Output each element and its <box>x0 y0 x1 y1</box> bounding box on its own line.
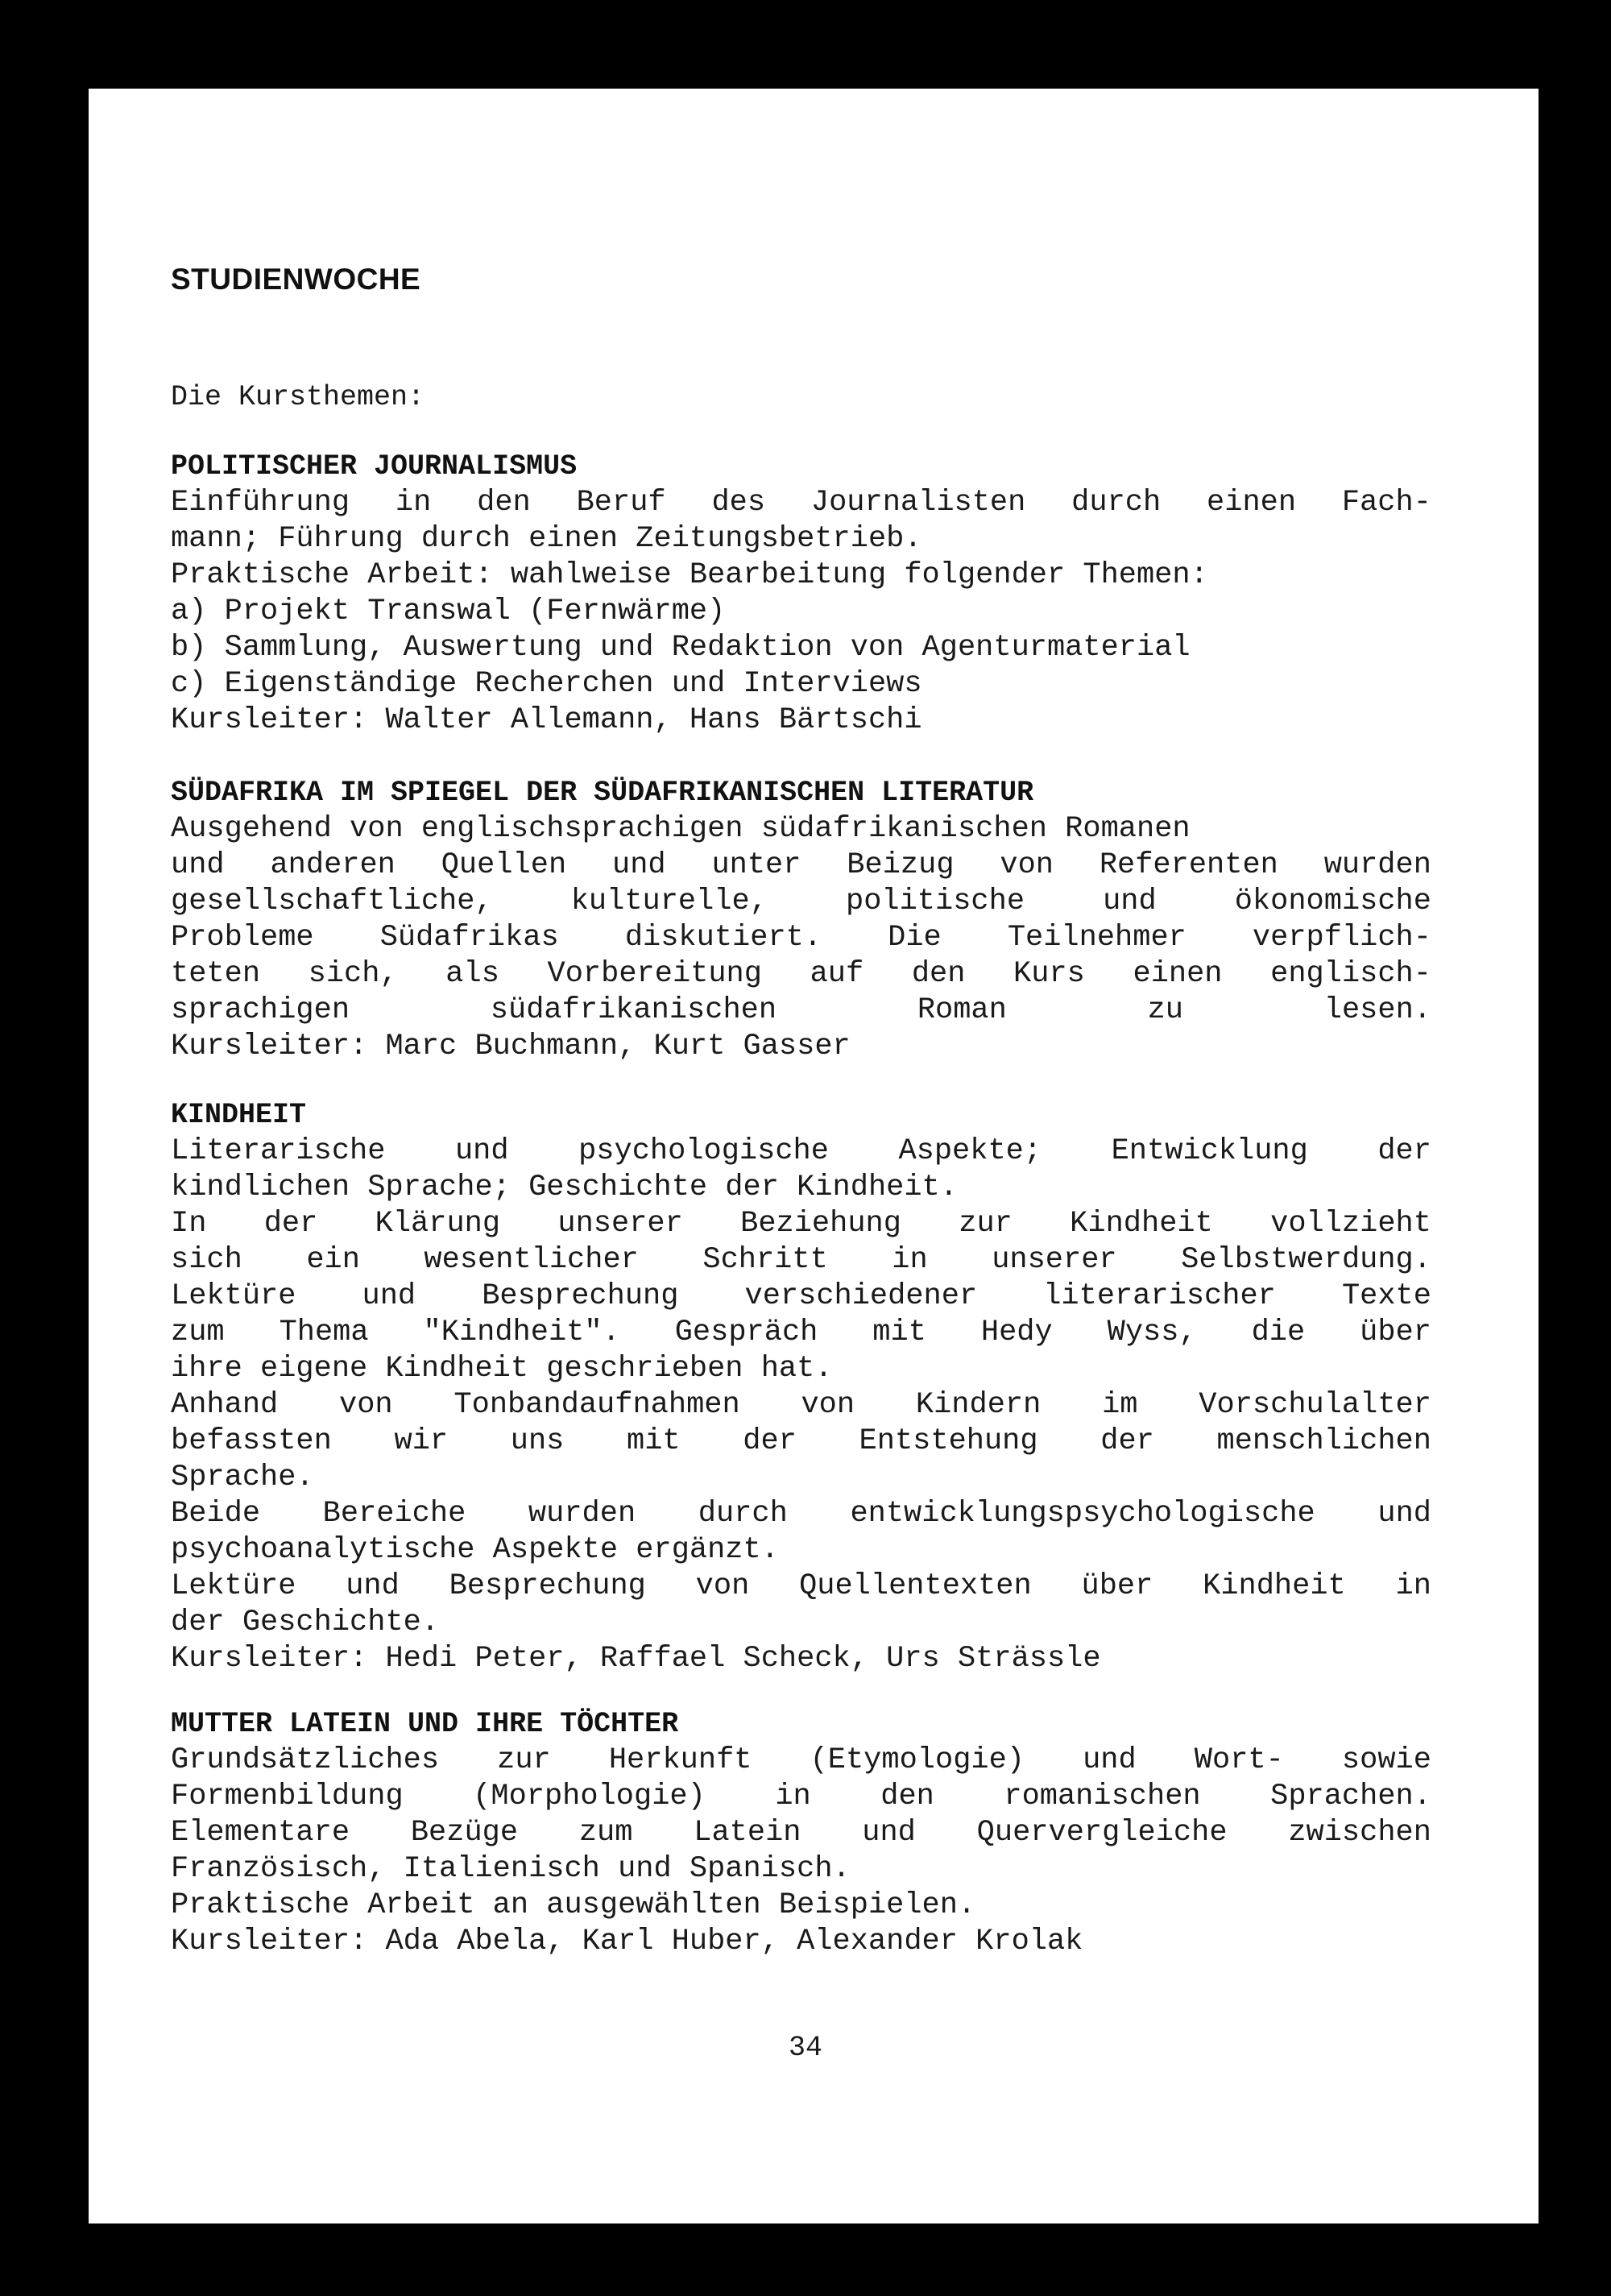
section-line: Probleme Südafrikas diskutiert. Die Teilnehmer verpflich- <box>171 921 1431 955</box>
course-section-kindheit <box>171 1097 1431 1677</box>
section-line: Französisch, Italienisch und Spanisch. <box>171 1852 851 1886</box>
section-line: mann; Führung durch einen Zeitungsbetrieb. <box>171 522 922 556</box>
course-section-latein <box>171 1706 1431 1960</box>
section-line: Praktische Arbeit: wahlweise Bearbeitung folgender Themen: <box>171 558 1208 592</box>
section-title: MUTTER LATEIN UND IHRE TÖCHTER <box>171 1708 679 1740</box>
section-line: Anhand von Tonbandaufnahmen von Kindern im Vorschulalter <box>171 1388 1431 1422</box>
section-title: KINDHEIT <box>171 1099 307 1131</box>
section-line: und anderen Quellen und unter Beizug von Referenten wurden <box>171 848 1431 882</box>
course-section-journalism <box>171 449 1431 739</box>
page-heading: STUDIENWOCHE <box>171 263 421 296</box>
section-line: kindlichen Sprache; Geschichte der Kindheit. <box>171 1171 958 1204</box>
section-title: SÜDAFRIKA IM SPIEGEL DER SÜDAFRIKANISCHEN LITERATUR <box>171 777 1034 809</box>
section-line: psychoanalytische Aspekte ergänzt. <box>171 1533 779 1567</box>
section-line: gesellschaftliche, kulturelle, politische und ökonomische <box>171 885 1431 918</box>
intro-text: Die Kursthemen: <box>171 381 425 413</box>
section-line: Kursleiter: Walter Allemann, Hans Bärtschi <box>171 703 922 737</box>
section-line: ihre eigene Kindheit geschrieben hat. <box>171 1352 833 1386</box>
section-line: Grundsätzliches zur Herkunft (Etymologie) und Wort- sowie <box>171 1743 1431 1777</box>
section-line: zum Thema "Kindheit". Gespräch mit Hedy Wyss, die über <box>171 1316 1431 1349</box>
section-line: Elementare Bezüge zum Latein und Quervergleiche zwischen <box>171 1816 1431 1850</box>
section-line: Einführung in den Beruf des Journalisten durch einen Fach- <box>171 486 1431 520</box>
section-line: Lektüre und Besprechung von Quellentexten über Kindheit in <box>171 1569 1431 1603</box>
section-line: Literarische und psychologische Aspekte; Entwicklung der <box>171 1134 1431 1168</box>
section-line: befassten wir uns mit der Entstehung der menschlichen <box>171 1424 1431 1458</box>
section-line: Kursleiter: Hedi Peter, Raffael Scheck, Urs Strässle <box>171 1642 1101 1676</box>
section-line: Formenbildung (Morphologie) in den romanischen Sprachen. <box>171 1780 1431 1813</box>
section-line: Sprache. <box>171 1461 314 1494</box>
section-line: Praktische Arbeit an ausgewählten Beispielen. <box>171 1888 976 1922</box>
section-line: Kursleiter: Ada Abela, Karl Huber, Alexander Krolak <box>171 1925 1083 1958</box>
section-line: sprachigen südafrikanischen Roman zu lesen. <box>171 993 1431 1027</box>
section-line: In der Klärung unserer Beziehung zur Kindheit vollzieht <box>171 1207 1431 1241</box>
section-line: der Geschichte. <box>171 1606 440 1639</box>
section-line: Ausgehend von englischsprachigen südafrikanischen Romanen <box>171 812 1191 846</box>
section-line: teten sich, als Vorbereitung auf den Kurs einen englisch- <box>171 957 1431 991</box>
section-line: Beide Bereiche wurden durch entwicklungspsychologische und <box>171 1497 1431 1531</box>
section-line: b) Sammlung, Auswertung und Redaktion von Agenturmaterial <box>171 631 1191 665</box>
course-section-suedafrika <box>171 775 1431 1065</box>
page-number: 34 <box>788 2032 822 2064</box>
section-line: c) Eigenständige Recherchen und Interviews <box>171 667 922 701</box>
section-line: Lektüre und Besprechung verschiedener literarischer Texte <box>171 1279 1431 1313</box>
section-line: Kursleiter: Marc Buchmann, Kurt Gasser <box>171 1030 851 1063</box>
section-title: POLITISCHER JOURNALISMUS <box>171 450 578 483</box>
section-line: a) Projekt Transwal (Fernwärme) <box>171 595 726 628</box>
section-line: sich ein wesentlicher Schritt in unserer Selbstwerdung. <box>171 1243 1431 1277</box>
